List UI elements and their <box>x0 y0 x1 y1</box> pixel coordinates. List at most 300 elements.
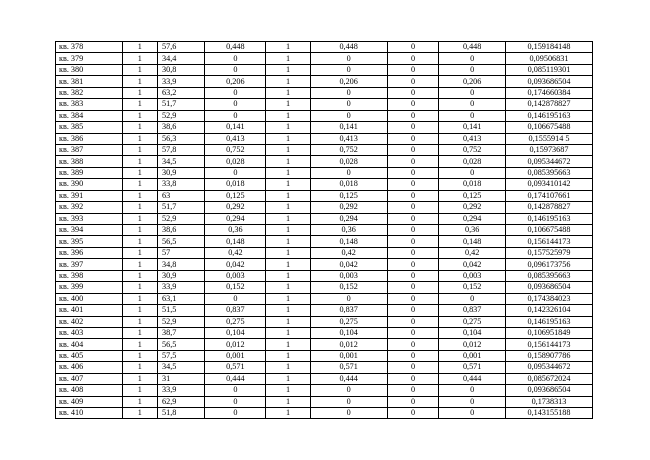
cell-value-b: 0 <box>310 64 387 75</box>
cell-count: 1 <box>122 385 157 396</box>
cell-zero-col: 0 <box>387 76 439 87</box>
cell-value-b: 0,413 <box>310 133 387 144</box>
cell-value-a: 0,36 <box>205 225 266 236</box>
cell-area: 56,3 <box>158 133 205 144</box>
cell-value-c: 0 <box>439 167 506 178</box>
cell-value-b: 0 <box>310 53 387 64</box>
cell-area: 34,5 <box>158 156 205 167</box>
cell-share: 0,174384023 <box>505 293 592 304</box>
cell-value-c: 0,294 <box>439 213 506 224</box>
cell-factor: 1 <box>266 247 310 258</box>
cell-apartment: кв. 380 <box>56 64 123 75</box>
cell-area: 57,8 <box>158 144 205 155</box>
cell-zero-col: 0 <box>387 99 439 110</box>
cell-apartment: кв. 397 <box>56 259 123 270</box>
table-row <box>56 408 593 419</box>
cell-factor: 1 <box>266 99 310 110</box>
table-row <box>56 76 593 87</box>
cell-count: 1 <box>122 53 157 64</box>
cell-apartment: кв. 395 <box>56 236 123 247</box>
cell-value-b: 0 <box>310 110 387 121</box>
cell-value-c: 0,148 <box>439 236 506 247</box>
cell-area: 51,8 <box>158 408 205 419</box>
cell-share: 0,093686504 <box>505 76 592 87</box>
cell-zero-col: 0 <box>387 339 439 350</box>
cell-value-c: 0,018 <box>439 179 506 190</box>
cell-value-b: 0,444 <box>310 373 387 384</box>
cell-value-c: 0,042 <box>439 259 506 270</box>
cell-apartment: кв. 407 <box>56 373 123 384</box>
cell-zero-col: 0 <box>387 350 439 361</box>
cell-value-c: 0,413 <box>439 133 506 144</box>
cell-value-b: 0,275 <box>310 316 387 327</box>
cell-count: 1 <box>122 76 157 87</box>
cell-share: 0,15973687 <box>505 144 592 155</box>
cell-area: 30,9 <box>158 270 205 281</box>
cell-factor: 1 <box>266 87 310 98</box>
cell-apartment: кв. 391 <box>56 190 123 201</box>
cell-zero-col: 0 <box>387 259 439 270</box>
cell-share: 0,158907786 <box>505 350 592 361</box>
cell-share: 0,174107661 <box>505 190 592 201</box>
cell-zero-col: 0 <box>387 408 439 419</box>
cell-value-b: 0,152 <box>310 282 387 293</box>
cell-count: 1 <box>122 167 157 178</box>
cell-factor: 1 <box>266 293 310 304</box>
table-row <box>56 396 593 407</box>
cell-value-a: 0 <box>205 99 266 110</box>
cell-value-b: 0,042 <box>310 259 387 270</box>
cell-value-c: 0 <box>439 87 506 98</box>
table-row <box>56 373 593 384</box>
cell-value-c: 0,125 <box>439 190 506 201</box>
cell-apartment: кв. 409 <box>56 396 123 407</box>
cell-share: 0,142326104 <box>505 305 592 316</box>
cell-value-c: 0,104 <box>439 327 506 338</box>
cell-apartment: кв. 385 <box>56 122 123 133</box>
cell-factor: 1 <box>266 156 310 167</box>
cell-zero-col: 0 <box>387 362 439 373</box>
table-row <box>56 305 593 316</box>
cell-count: 1 <box>122 293 157 304</box>
cell-count: 1 <box>122 282 157 293</box>
cell-count: 1 <box>122 133 157 144</box>
cell-area: 51,7 <box>158 202 205 213</box>
table-row <box>56 327 593 338</box>
cell-value-c: 0,003 <box>439 270 506 281</box>
cell-area: 38,7 <box>158 327 205 338</box>
cell-zero-col: 0 <box>387 53 439 64</box>
cell-value-a: 0,413 <box>205 133 266 144</box>
cell-zero-col: 0 <box>387 385 439 396</box>
cell-value-c: 0 <box>439 53 506 64</box>
cell-value-b: 0 <box>310 396 387 407</box>
cell-zero-col: 0 <box>387 144 439 155</box>
table-row <box>56 213 593 224</box>
cell-value-b: 0,001 <box>310 350 387 361</box>
cell-count: 1 <box>122 99 157 110</box>
cell-factor: 1 <box>266 350 310 361</box>
cell-value-a: 0,028 <box>205 156 266 167</box>
cell-value-a: 0,104 <box>205 327 266 338</box>
cell-zero-col: 0 <box>387 202 439 213</box>
cell-value-c: 0 <box>439 110 506 121</box>
cell-value-b: 0 <box>310 99 387 110</box>
cell-apartment: кв. 387 <box>56 144 123 155</box>
cell-area: 63,1 <box>158 293 205 304</box>
table-body <box>56 42 593 419</box>
cell-count: 1 <box>122 202 157 213</box>
cell-factor: 1 <box>266 122 310 133</box>
cell-zero-col: 0 <box>387 110 439 121</box>
cell-factor: 1 <box>266 53 310 64</box>
cell-value-c: 0,012 <box>439 339 506 350</box>
cell-factor: 1 <box>266 362 310 373</box>
table-row <box>56 282 593 293</box>
table-row <box>56 122 593 133</box>
cell-value-c: 0,444 <box>439 373 506 384</box>
cell-apartment: кв. 392 <box>56 202 123 213</box>
cell-apartment: кв. 384 <box>56 110 123 121</box>
cell-area: 51,7 <box>158 99 205 110</box>
cell-share: 0,095344672 <box>505 362 592 373</box>
cell-area: 52,9 <box>158 213 205 224</box>
cell-share: 0,174660384 <box>505 87 592 98</box>
cell-value-b: 0,206 <box>310 76 387 87</box>
cell-value-c: 0,448 <box>439 42 506 53</box>
cell-zero-col: 0 <box>387 179 439 190</box>
cell-area: 38,6 <box>158 225 205 236</box>
cell-value-a: 0,448 <box>205 42 266 53</box>
cell-value-a: 0,012 <box>205 339 266 350</box>
cell-share: 0,09506831 <box>505 53 592 64</box>
cell-value-b: 0 <box>310 167 387 178</box>
cell-count: 1 <box>122 179 157 190</box>
cell-share: 0,143155188 <box>505 408 592 419</box>
cell-value-c: 0 <box>439 396 506 407</box>
cell-apartment: кв. 404 <box>56 339 123 350</box>
cell-value-a: 0,275 <box>205 316 266 327</box>
cell-zero-col: 0 <box>387 122 439 133</box>
cell-factor: 1 <box>266 202 310 213</box>
cell-count: 1 <box>122 396 157 407</box>
cell-factor: 1 <box>266 167 310 178</box>
cell-count: 1 <box>122 259 157 270</box>
cell-zero-col: 0 <box>387 42 439 53</box>
cell-area: 38,6 <box>158 122 205 133</box>
cell-factor: 1 <box>266 133 310 144</box>
cell-value-a: 0,003 <box>205 270 266 281</box>
cell-share: 0,085395663 <box>505 167 592 178</box>
cell-area: 30,9 <box>158 167 205 178</box>
cell-area: 33,9 <box>158 282 205 293</box>
cell-value-b: 0 <box>310 408 387 419</box>
cell-factor: 1 <box>266 396 310 407</box>
cell-count: 1 <box>122 373 157 384</box>
cell-zero-col: 0 <box>387 247 439 258</box>
cell-area: 52,9 <box>158 110 205 121</box>
table-row <box>56 133 593 144</box>
cell-apartment: кв. 379 <box>56 53 123 64</box>
table-row <box>56 339 593 350</box>
table-row <box>56 99 593 110</box>
cell-zero-col: 0 <box>387 133 439 144</box>
cell-factor: 1 <box>266 339 310 350</box>
cell-value-c: 0 <box>439 99 506 110</box>
cell-share: 0,085395663 <box>505 270 592 281</box>
cell-count: 1 <box>122 225 157 236</box>
cell-share: 0,106675488 <box>505 122 592 133</box>
cell-apartment: кв. 394 <box>56 225 123 236</box>
cell-share: 0,156144173 <box>505 339 592 350</box>
cell-apartment: кв. 400 <box>56 293 123 304</box>
table-row <box>56 156 593 167</box>
cell-value-b: 0,141 <box>310 122 387 133</box>
cell-share: 0,146195163 <box>505 110 592 121</box>
cell-factor: 1 <box>266 373 310 384</box>
cell-value-c: 0,36 <box>439 225 506 236</box>
table-row <box>56 270 593 281</box>
cell-value-c: 0 <box>439 385 506 396</box>
cell-value-a: 0 <box>205 110 266 121</box>
cell-area: 31 <box>158 373 205 384</box>
table-row <box>56 110 593 121</box>
cell-factor: 1 <box>266 110 310 121</box>
table-row <box>56 42 593 53</box>
cell-count: 1 <box>122 350 157 361</box>
cell-zero-col: 0 <box>387 270 439 281</box>
cell-apartment: кв. 393 <box>56 213 123 224</box>
cell-factor: 1 <box>266 213 310 224</box>
cell-zero-col: 0 <box>387 225 439 236</box>
cell-value-a: 0,001 <box>205 350 266 361</box>
cell-area: 57 <box>158 247 205 258</box>
cell-zero-col: 0 <box>387 282 439 293</box>
cell-value-c: 0,42 <box>439 247 506 258</box>
table-row <box>56 259 593 270</box>
cell-value-a: 0,837 <box>205 305 266 316</box>
cell-share: 0,146195163 <box>505 213 592 224</box>
cell-apartment: кв. 383 <box>56 99 123 110</box>
cell-value-a: 0 <box>205 87 266 98</box>
cell-area: 33,9 <box>158 76 205 87</box>
cell-value-b: 0 <box>310 87 387 98</box>
cell-value-a: 0,571 <box>205 362 266 373</box>
cell-value-a: 0,141 <box>205 122 266 133</box>
cell-area: 51,5 <box>158 305 205 316</box>
cell-value-a: 0,206 <box>205 76 266 87</box>
cell-factor: 1 <box>266 259 310 270</box>
cell-area: 34,5 <box>158 362 205 373</box>
cell-area: 34,8 <box>158 259 205 270</box>
cell-value-b: 0,292 <box>310 202 387 213</box>
cell-value-a: 0 <box>205 293 266 304</box>
cell-count: 1 <box>122 213 157 224</box>
cell-area: 56,5 <box>158 339 205 350</box>
cell-count: 1 <box>122 236 157 247</box>
cell-factor: 1 <box>266 190 310 201</box>
cell-value-a: 0,152 <box>205 282 266 293</box>
cell-factor: 1 <box>266 282 310 293</box>
cell-share: 0,085672024 <box>505 373 592 384</box>
cell-count: 1 <box>122 87 157 98</box>
cell-count: 1 <box>122 339 157 350</box>
cell-factor: 1 <box>266 305 310 316</box>
cell-area: 62,9 <box>158 396 205 407</box>
cell-factor: 1 <box>266 316 310 327</box>
cell-area: 30,8 <box>158 64 205 75</box>
cell-value-c: 0,152 <box>439 282 506 293</box>
cell-value-a: 0,125 <box>205 190 266 201</box>
cell-value-c: 0,206 <box>439 76 506 87</box>
cell-zero-col: 0 <box>387 64 439 75</box>
cell-value-c: 0,028 <box>439 156 506 167</box>
cell-count: 1 <box>122 327 157 338</box>
cell-value-b: 0,012 <box>310 339 387 350</box>
cell-factor: 1 <box>266 327 310 338</box>
cell-value-b: 0,752 <box>310 144 387 155</box>
cell-value-a: 0,294 <box>205 213 266 224</box>
cell-value-c: 0 <box>439 64 506 75</box>
cell-value-b: 0,148 <box>310 236 387 247</box>
cell-value-a: 0,292 <box>205 202 266 213</box>
cell-apartment: кв. 386 <box>56 133 123 144</box>
cell-share: 0,1738313 <box>505 396 592 407</box>
cell-value-c: 0,752 <box>439 144 506 155</box>
cell-value-a: 0 <box>205 408 266 419</box>
cell-value-c: 0,837 <box>439 305 506 316</box>
cell-zero-col: 0 <box>387 327 439 338</box>
cell-value-a: 0 <box>205 53 266 64</box>
cell-apartment: кв. 382 <box>56 87 123 98</box>
cell-share: 0,093410142 <box>505 179 592 190</box>
cell-share: 0,096173756 <box>505 259 592 270</box>
cell-value-b: 0,42 <box>310 247 387 258</box>
cell-value-b: 0,104 <box>310 327 387 338</box>
cell-value-b: 0,36 <box>310 225 387 236</box>
table-row <box>56 316 593 327</box>
cell-count: 1 <box>122 122 157 133</box>
cell-share: 0,157525979 <box>505 247 592 258</box>
cell-value-c: 0 <box>439 293 506 304</box>
cell-share: 0,159184148 <box>505 42 592 53</box>
cell-share: 0,142878827 <box>505 202 592 213</box>
cell-value-c: 0,292 <box>439 202 506 213</box>
table-row <box>56 236 593 247</box>
cell-value-a: 0 <box>205 396 266 407</box>
cell-area: 34,4 <box>158 53 205 64</box>
cell-zero-col: 0 <box>387 213 439 224</box>
cell-factor: 1 <box>266 144 310 155</box>
cell-apartment: кв. 396 <box>56 247 123 258</box>
cell-factor: 1 <box>266 408 310 419</box>
cell-value-b: 0,448 <box>310 42 387 53</box>
cell-factor: 1 <box>266 179 310 190</box>
cell-factor: 1 <box>266 76 310 87</box>
cell-apartment: кв. 381 <box>56 76 123 87</box>
cell-count: 1 <box>122 316 157 327</box>
cell-apartment: кв. 406 <box>56 362 123 373</box>
cell-value-b: 0,018 <box>310 179 387 190</box>
cell-count: 1 <box>122 362 157 373</box>
cell-share: 0,095344672 <box>505 156 592 167</box>
data-table <box>55 41 593 419</box>
table-row <box>56 87 593 98</box>
cell-factor: 1 <box>266 64 310 75</box>
cell-apartment: кв. 408 <box>56 385 123 396</box>
table-row <box>56 144 593 155</box>
cell-value-c: 0,275 <box>439 316 506 327</box>
table-row <box>56 64 593 75</box>
cell-zero-col: 0 <box>387 156 439 167</box>
cell-zero-col: 0 <box>387 396 439 407</box>
cell-count: 1 <box>122 190 157 201</box>
cell-count: 1 <box>122 110 157 121</box>
cell-value-a: 0 <box>205 167 266 178</box>
cell-apartment: кв. 388 <box>56 156 123 167</box>
cell-value-b: 0,003 <box>310 270 387 281</box>
cell-zero-col: 0 <box>387 305 439 316</box>
cell-apartment: кв. 405 <box>56 350 123 361</box>
cell-zero-col: 0 <box>387 236 439 247</box>
cell-value-c: 0 <box>439 408 506 419</box>
cell-apartment: кв. 390 <box>56 179 123 190</box>
cell-zero-col: 0 <box>387 293 439 304</box>
cell-factor: 1 <box>266 225 310 236</box>
cell-value-b: 0,837 <box>310 305 387 316</box>
cell-area: 56,5 <box>158 236 205 247</box>
cell-area: 33,9 <box>158 385 205 396</box>
cell-share: 0,085119301 <box>505 64 592 75</box>
cell-count: 1 <box>122 42 157 53</box>
cell-value-b: 0,294 <box>310 213 387 224</box>
cell-factor: 1 <box>266 385 310 396</box>
cell-value-c: 0,001 <box>439 350 506 361</box>
cell-value-b: 0,125 <box>310 190 387 201</box>
cell-area: 57,6 <box>158 42 205 53</box>
cell-apartment: кв. 403 <box>56 327 123 338</box>
cell-share: 0,156144173 <box>505 236 592 247</box>
cell-share: 0,146195163 <box>505 316 592 327</box>
cell-value-a: 0,42 <box>205 247 266 258</box>
cell-apartment: кв. 378 <box>56 42 123 53</box>
table-row <box>56 293 593 304</box>
cell-value-b: 0,028 <box>310 156 387 167</box>
table-row <box>56 225 593 236</box>
cell-share: 0,106951849 <box>505 327 592 338</box>
table-row <box>56 247 593 258</box>
cell-zero-col: 0 <box>387 316 439 327</box>
table-row <box>56 385 593 396</box>
cell-factor: 1 <box>266 236 310 247</box>
cell-count: 1 <box>122 156 157 167</box>
table-row <box>56 350 593 361</box>
cell-count: 1 <box>122 144 157 155</box>
cell-share: 0,1555914 5 <box>505 133 592 144</box>
cell-zero-col: 0 <box>387 87 439 98</box>
cell-value-a: 0,018 <box>205 179 266 190</box>
cell-share: 0,142878827 <box>505 99 592 110</box>
cell-count: 1 <box>122 64 157 75</box>
cell-value-b: 0,571 <box>310 362 387 373</box>
cell-count: 1 <box>122 270 157 281</box>
table-row <box>56 179 593 190</box>
cell-zero-col: 0 <box>387 373 439 384</box>
cell-factor: 1 <box>266 42 310 53</box>
cell-value-a: 0,444 <box>205 373 266 384</box>
cell-apartment: кв. 389 <box>56 167 123 178</box>
cell-zero-col: 0 <box>387 190 439 201</box>
